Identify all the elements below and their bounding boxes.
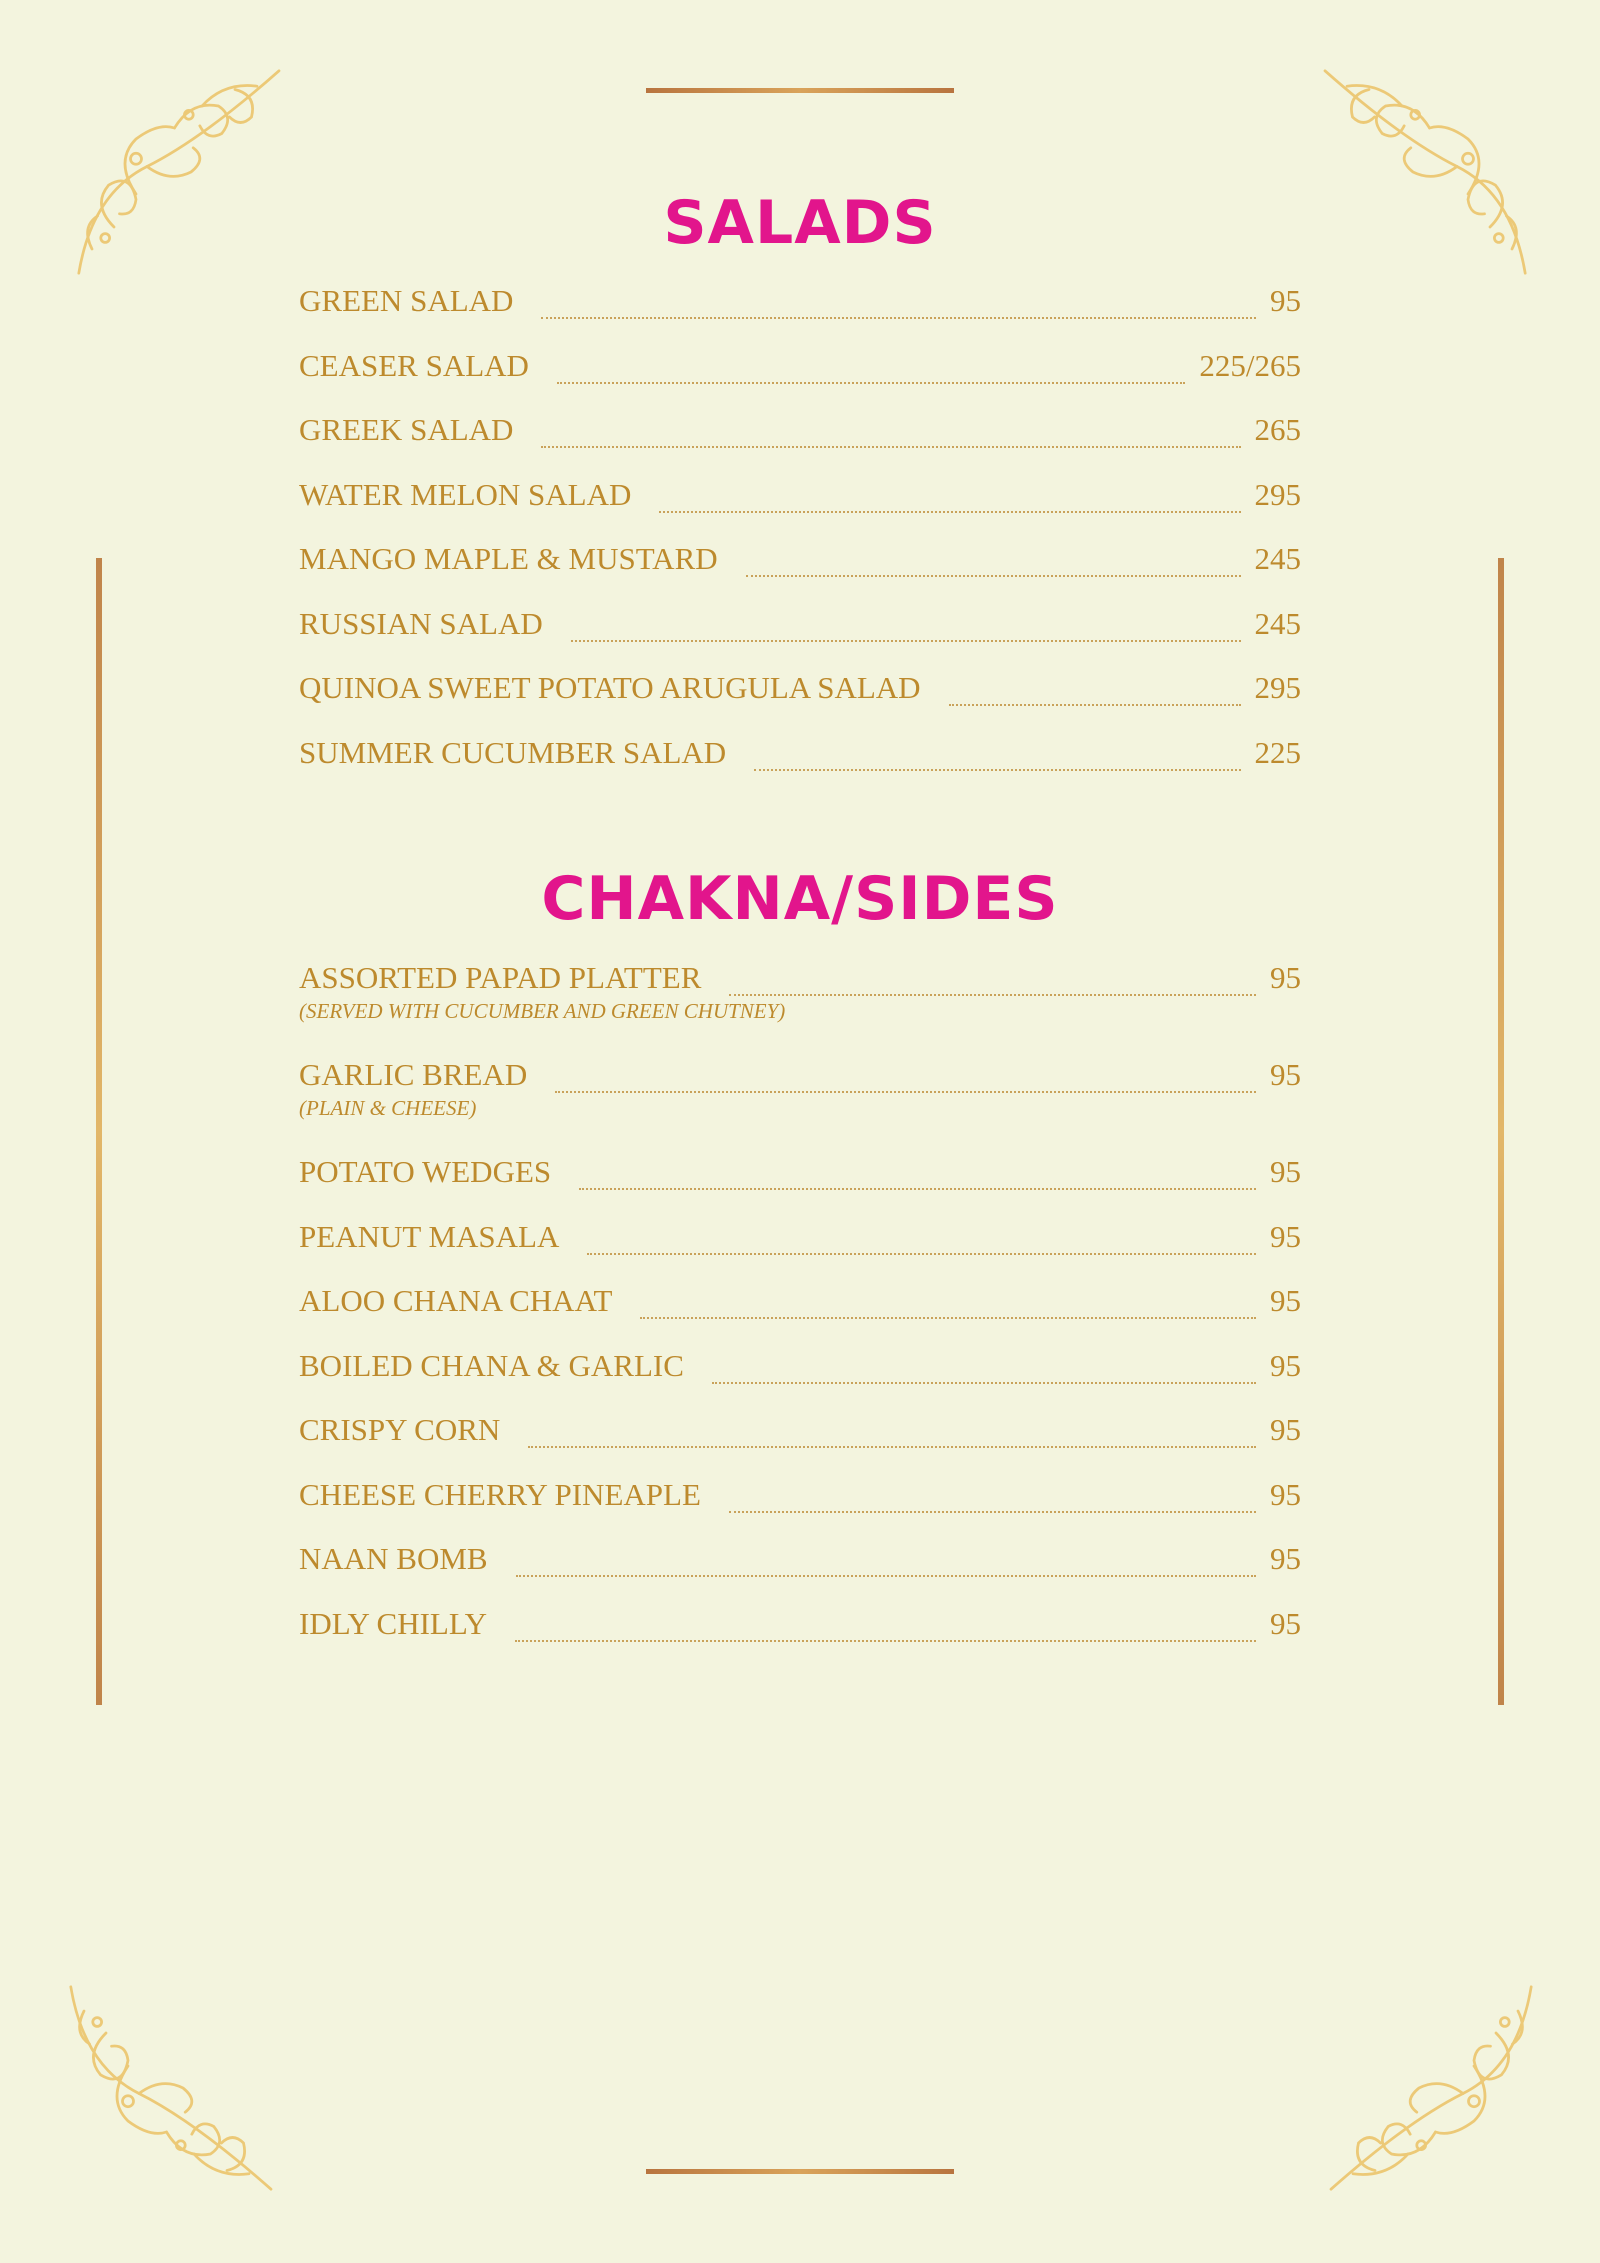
menu-item bbox=[299, 1412, 1301, 1477]
menu-item bbox=[299, 735, 1301, 800]
item-price: 95 bbox=[1270, 1541, 1301, 1576]
dotted-leader bbox=[712, 1360, 1256, 1384]
left-border-line bbox=[96, 558, 102, 1705]
flourish-corner-icon bbox=[62, 1978, 282, 2198]
item-name: NAAN BOMB bbox=[299, 1541, 488, 1576]
menu-item bbox=[299, 1348, 1301, 1413]
dotted-leader bbox=[754, 747, 1240, 771]
section-title-salads: SALADS bbox=[663, 188, 937, 258]
menu-item bbox=[299, 1283, 1301, 1348]
item-name: SUMMER CUCUMBER SALAD bbox=[299, 734, 727, 770]
item-name: CRISPY CORN bbox=[299, 1412, 501, 1447]
menu-item bbox=[299, 348, 1301, 413]
item-name: GREEK SALAD bbox=[299, 412, 514, 447]
dotted-leader bbox=[515, 1618, 1256, 1642]
menu-item bbox=[299, 1541, 1301, 1606]
item-note: (SERVED WITH CUCUMBER AND GREEN CHUTNEY) bbox=[299, 999, 786, 1023]
dotted-leader bbox=[571, 618, 1241, 642]
dotted-leader bbox=[516, 1553, 1256, 1577]
menu-item bbox=[299, 477, 1301, 542]
flourish-corner-icon bbox=[1320, 1978, 1540, 2198]
dotted-leader bbox=[729, 1489, 1256, 1513]
item-price: 225 bbox=[1254, 734, 1301, 770]
item-name: GREEN SALAD bbox=[299, 283, 514, 318]
dotted-leader bbox=[949, 682, 1241, 706]
top-divider bbox=[646, 88, 954, 93]
item-name: QUINOA SWEET POTATO ARUGULA SALAD bbox=[299, 670, 921, 705]
menu-item bbox=[299, 670, 1301, 735]
dotted-leader bbox=[541, 424, 1240, 448]
item-price: 95 bbox=[1270, 960, 1301, 995]
item-name: CHEESE CHERRY PINEAPLE bbox=[299, 1476, 701, 1512]
item-note: (PLAIN & CHEESE) bbox=[299, 1096, 477, 1120]
item-price: 95 bbox=[1270, 1218, 1301, 1254]
menu-item bbox=[299, 412, 1301, 477]
menu-item bbox=[299, 606, 1301, 671]
item-price: 245 bbox=[1254, 605, 1301, 641]
item-name: WATER MELON SALAD bbox=[299, 476, 632, 512]
dotted-leader bbox=[541, 295, 1256, 319]
item-price: 95 bbox=[1270, 1476, 1301, 1512]
item-price: 95 bbox=[1270, 1154, 1301, 1189]
item-price: 295 bbox=[1254, 670, 1301, 705]
menu-item bbox=[299, 1154, 1301, 1219]
item-name: GARLIC BREAD bbox=[299, 1057, 528, 1092]
item-name: IDLY CHILLY bbox=[299, 1605, 488, 1641]
menu-item bbox=[299, 960, 1301, 1057]
menu-item bbox=[299, 541, 1301, 606]
dotted-leader bbox=[729, 972, 1256, 996]
item-price: 225/265 bbox=[1199, 347, 1301, 383]
dotted-leader bbox=[557, 360, 1185, 384]
item-name: MANGO MAPLE & MUSTARD bbox=[299, 541, 718, 576]
item-price: 95 bbox=[1270, 1605, 1301, 1641]
item-name: CEASER SALAD bbox=[299, 347, 529, 383]
item-price: 95 bbox=[1270, 283, 1301, 318]
item-price: 95 bbox=[1270, 1412, 1301, 1447]
item-price: 265 bbox=[1254, 412, 1301, 447]
item-price: 95 bbox=[1270, 1283, 1301, 1318]
item-price: 95 bbox=[1270, 1057, 1301, 1092]
menu-item bbox=[299, 1477, 1301, 1542]
item-name: RUSSIAN SALAD bbox=[299, 605, 543, 641]
item-name: ASSORTED PAPAD PLATTER bbox=[299, 960, 702, 995]
item-name: ALOO CHANA CHAAT bbox=[299, 1283, 613, 1318]
menu-item bbox=[299, 1219, 1301, 1284]
dotted-leader bbox=[555, 1069, 1256, 1093]
dotted-leader bbox=[579, 1166, 1256, 1190]
menu-item bbox=[299, 283, 1301, 348]
menu-item bbox=[299, 1606, 1301, 1671]
item-price: 95 bbox=[1270, 1347, 1301, 1383]
item-name: BOILED CHANA & GARLIC bbox=[299, 1347, 684, 1383]
menu-list-chakna-sides bbox=[299, 960, 1301, 1670]
dotted-leader bbox=[528, 1424, 1256, 1448]
menu-list-salads bbox=[299, 283, 1301, 799]
dotted-leader bbox=[659, 489, 1240, 513]
menu-item bbox=[299, 1057, 1301, 1154]
item-name: PEANUT MASALA bbox=[299, 1218, 560, 1254]
item-name: POTATO WEDGES bbox=[299, 1154, 552, 1189]
dotted-leader bbox=[640, 1295, 1256, 1319]
dotted-leader bbox=[587, 1231, 1256, 1255]
dotted-leader bbox=[746, 553, 1241, 577]
section-title-chakna-sides: CHAKNA/SIDES bbox=[541, 864, 1059, 934]
item-price: 245 bbox=[1254, 541, 1301, 576]
item-price: 295 bbox=[1254, 476, 1301, 512]
right-border-line bbox=[1498, 558, 1504, 1705]
bottom-divider bbox=[646, 2169, 954, 2174]
